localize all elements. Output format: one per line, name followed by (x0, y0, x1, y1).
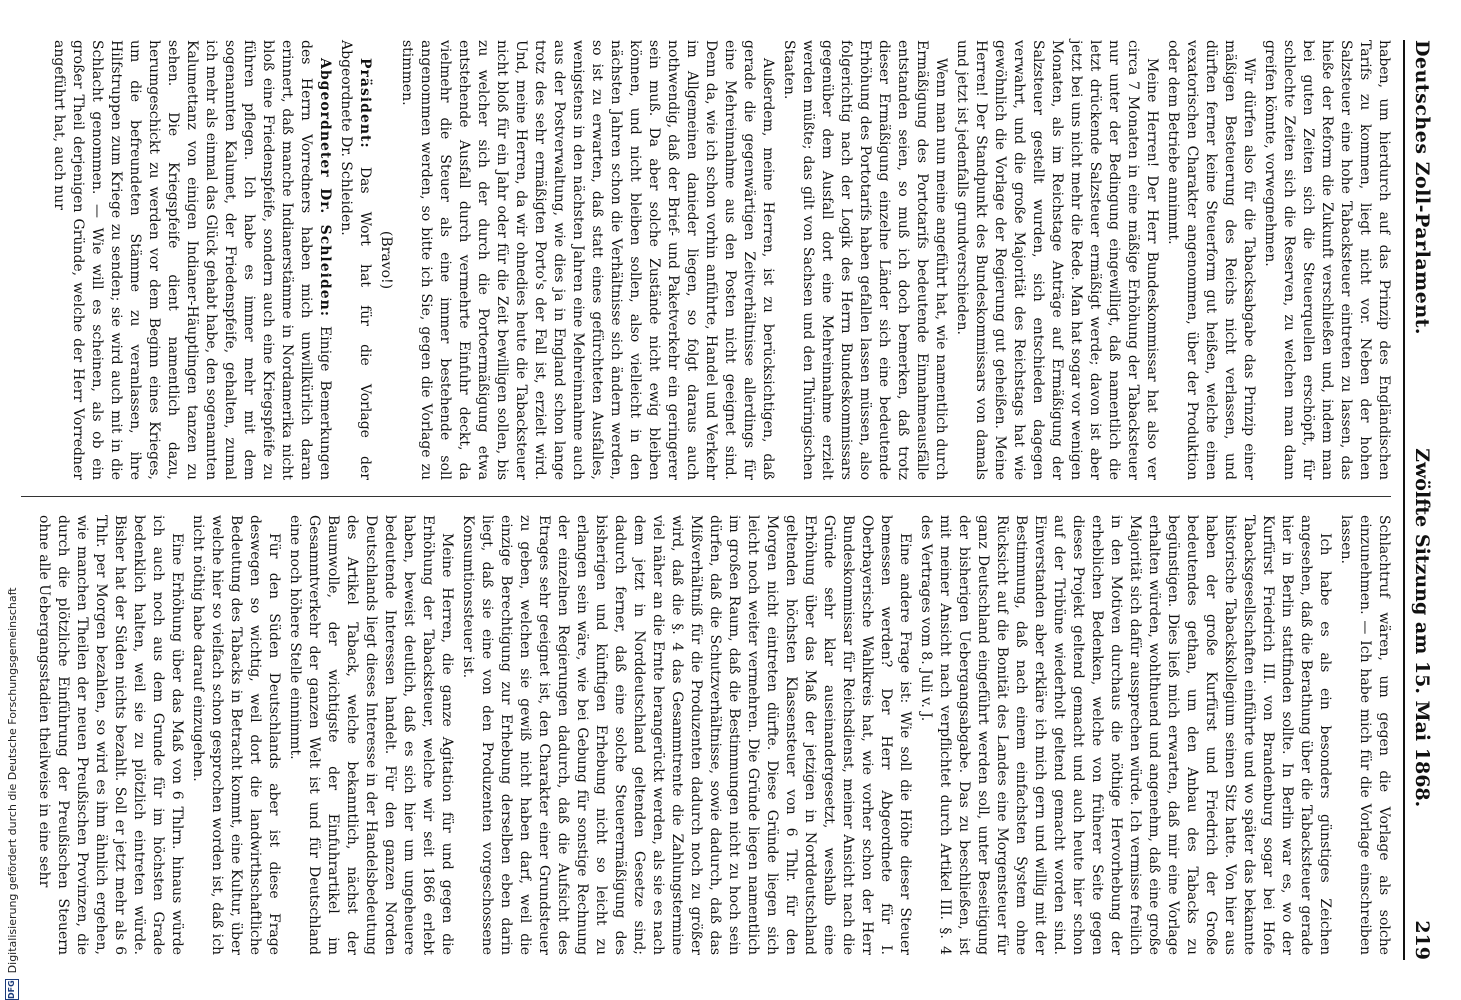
body-paragraph: Ich habe es als ein besonders günstiges Zeichen angesehen, daß die Berathung über die Tabacksteuer gerade hier in Berlin stattfinden sollte. In Berlin war es, wo der Kurfürst Friedrich III. von Brandenburg sogar bei Hofe Tabacksgesellschaften einführte und wo später das bekannte historische Tabackskollegium seinen Sitz hatte. Von hier aus haben der große Kurfürst und Friedrich der Große bedeutendes gethan, um den Anbau des Tabacks zu begünstigen. Dies ließ mich erwarten, daß mir eine Vorlage erhalten würden, wohlthuend und angenehm, daß eine große Majorität sich dafür aussprechen würde. Ich vermisse freilich in den Motiven durchaus die nöthige Hervorhebung der erheblichen Bedenken, welche von früherer Seite gegen dieses Projekt geltend gemacht und auch heute hier schon auf der Tribüne wiederholt geltend gemacht worden sind. Einverstanden aber erkläre ich mich gern und willig mit der Bestimmung, daß nach einem einfachsten System ohne Rücksicht auf die Bonität des Landes eine Morgensteuer für ganz Deutschland eingeführt werden soll, unter Beseitigung der bisherigen Uebergangsabgabe. Das zu beschließen, ist mit meiner Ansicht nach verpflichtet durch Artikel III. §. 4 des Vertrages vom 8. Juli v. J. (918, 515, 1333, 955)
body-paragraph: Meine Herren, die ganze Agitation für und gegen die Erhöhung der Tabacksteuer, welche wir seit 1866 erlebt haben, beweist deutlich, daß es sich hier um ungeheuere bedeutende Interessen handelt. Für den ganzen Norden Deutschlands liegt dieses Interesse in der Handelsbedeutung des Artikel Taback, welche bekanntlich, nächst der Baumwolle, der wichtigste der Einfuhrartikel im Gesammtverkehr der ganzen Welt ist und für Deutschland eine noch höhere Stelle einnimmt. (287, 515, 455, 955)
body-paragraph: Eine Erhöhung über das Maß von 6 Thlrn. hinaus würde ich auch noch aus dem Grunde für im höchsten Grade bedenklich halten, weil sie zu plötzlich eintreten würde. Bisher hat der Süden nichts bezahlt. Soll er jetzt mehr als 6 Thlr. per Morgen bezahlen, so wird es ihm ähnlich ergehen, wie manchen Theilen der neuen Preußischen Provinzen, die durch die plötzliche Einführung der Preußischen Steuern ohne alle Uebergangsstadien theilweise in eine sehr (36, 515, 185, 955)
speech-paragraph (49, 40, 334, 480)
credit-text: Digitalisierung gefördert durch die Deutsche Forschungsgemeinschaft (5, 587, 19, 974)
interjection: (Bravo!) (378, 230, 394, 290)
page-number: 219 (1411, 920, 1433, 960)
speech-text: Das Wort hat für die Vorlage der Abgeordnete Dr. Schleiden. (338, 40, 373, 480)
speech-text: Einige Bemerkungen des Herrn Vorredners haben mich unwillkürlich daran erinnert, daß manche Indianerstämme in Nordamerika nicht bloß eine Friedenspfeife, sondern auch eine Kriegspfeife zu führen pflegen. Ich habe es immer mehr mit dem sogenannten Kalumet, der Friedenspfeife, gehalten, zumal ich mehr als einmal das Glück gehabt habe, den sogenannten Kalumettanz von einigen Indianer-Häuptlingen tanzen zu sehen. Die Kriegspfeife dient namentlich dazu, herumgeschickt zu werden vor dem Beginn eines Krieges, um die befreundeten Stämme zu veranlassen, ihre Hilfstruppen zum Kriege zu senden; sie wird auch mit in die Schlacht genommen. — Wie will es scheinen, als ob ein großer Theil derjenigen Gründe, welche der Herr Vorredner angeführt hat, auch nur (51, 40, 333, 481)
body-paragraph: Außerdem, meine Herren, ist zu berücksichtigen, daß gerade die gegenwärtigen Zeitverhältnisse allerdings für eine Mehreinnahme aus den Posten nicht geeignet sind. Denn da, wie ich schon vorhin anführte, Handel und Verkehr im Allgemeinen danieder liegen, so folgt daraus auch nothwendig, daß der Brief- und Paketverkehr ein geringerer sein muß. Da aber solche Zustände nicht ewig bleiben können, und nicht bleiben sollen, also vielleicht in den nächsten Jahren schon die Verhältnisse sich ändern werden, so ist zu erwarten, daß statt eines gefürchteten Ausfalles, wenigstens in den nächsten Jahren eine Mehreinnahme auch aus der Postverwaltung, wie dies ja in England schon lange trotz des sehr ermäßigten Porto's der Fall ist, erzielt wird. Und, meine Herren, da wir ohnedies heute die Tabacksteuer nicht bloß für ein Jahr oder für die Zeit bewilligen sollen, bis zu welcher sich der durch die Portoermäßigung etwa entstehende Ausfall durch vermehrte Einfuhr deckt, da vielmehr die Steuer als eine immer bestehende soll angenommen werden, so bitte ich Sie, gegen die Vorlage zu stimmen. (399, 40, 776, 480)
body-paragraph: Wir dürfen also für die Tabacksabgabe das Prinzip einer mäßigen Besteuerung des Reichs nicht verlassen, und dürften ferner keine Steuerform gut heißen, welche einen vexatorischen Charakter angenommen, über der Produktion oder dem Betriebe annimmt. (1165, 40, 1257, 480)
right-column (32, 515, 1393, 955)
body-paragraph: Wenn man nun meine angeführt hat, wie namentlich durch Ermäßigung des Portotarifs bedeutende Einnahmeausfälle entstanden seien, so muß ich doch bemerken, daß trotz dieser Ermäßigung einzelne Länder sich eine bedeutende Erhöhung des Portotarifs haben gefallen lassen müssen, also folgerichtig nach der Logik des Herrn Bundeskommissars gegenüber dem Ausfall dort eine Mehreinnahme erzielt werden müßte; das gilt von Sachsen und den Thüringischen Staaten. (781, 40, 949, 480)
body-paragraph: Eine andere Frage ist: Wie soll die Höhe dieser Steuer bemessen werden? Der Herr Abgeordnete für I. Oberbayerische Wahlkreis hat, wie vorher schon der Herr Bundeskommissar für Reichsdienst, meiner Ansicht nach die Gründe sehr klar auseinandergesetzt, weshalb eine Erhöhung über das Maß der jetzigen in Norddeutschland geltenden höchsten Klassensteuer von 6 Thlr. für den Morgen nicht eintreten dürfte. Diese Gründe liegen sich leicht noch weiter vermehren. Die Gründe liegen namentlich im großen Raum, daß die Bestimmungen nicht zu hoch sein dürfen, daß die Schutzverhältnisse, sowie dadurch, daß das Mißverhältniß für die Produzenten dadurch noch zu größer wird, daß die §. 4 das Gesammtrente die Zahlungstermine viel näher an die Ernte herangerückt werden, als sie es nach dem jetzt in Norddeutschland geltenden Gesetze sind; dadurch ferner, daß eine solche Steuerermäßigung des bisherigen und künftigen Erhebung nicht so leicht zu erlangen sein wäre, wie bei Gebung für sonstige Rechnung der einzelnen Regierungen dadurch, daß die Aufsicht des Etrages sehr geeignet ist, den Charakter einer Grundsteuer zu geben, welchen sie gewiß nicht haben darf, weil die einzige Berechtigung zur Erhebung derselben eben darin liegt, daß sie eine von den Produzenten vorgeschossene Konsumtionssteuer ist. (460, 515, 913, 955)
body-paragraph: Schlachtruf wären, um gegen die Vorlage als solche einzunehmen. — Ich habe mich für die Vorlage einschreiben lassen. (1338, 515, 1392, 955)
publication-title: Deutsches Zoll-Parlament. (1411, 40, 1433, 336)
session-title: Zwölfte Sitzung am 15. Mai 1868. (1411, 448, 1433, 808)
column-divider (21, 496, 1391, 497)
body-paragraph: Für den Süden Deutschlands aber ist diese Frage deswegen so wichtig, weil dort die landwirthschaftliche Bedeutung des Tabacks in Betracht kommt, eine Kultur, über welche hier so vielfach schon gesprochen worden ist, daß ich nicht nöthig habe darauf einzugehen. (190, 515, 282, 955)
speaker-name: Präsident: (357, 58, 373, 149)
speech-paragraph (336, 40, 374, 480)
body-paragraph: Meine Herren! Der Herr Bundeskommissar hat also ver circa 7 Monaten in eine mäßige Erhöhung der Tabacksteuer nur unter der Bedingung eingewilligt, daß namentlich die letzt drückende Salzsteuer ermäßigt werde; davon ist aber jetzt bei uns nicht mehr die Rede. Man hat sogar vor wenigen Monaten, als im Reichstage Anträge auf Ermäßigung der Salzsteuer gestellt wurden, sich entschieden dagegen verwahrt, und die große Majorität des Reichstags hat wie gewöhnlich die Vorlage der Regierung gut geheißen. Meine Herren! Der Standpunkt des Bundeskommissars von damals und jetzt ist jedenfalls grundverschieden. (954, 40, 1160, 481)
speaker-name: Abgeordneter Dr. Schleiden: (317, 58, 333, 317)
page-header (1403, 40, 1439, 960)
left-column (47, 40, 1393, 480)
dfg-logo-icon: DFG (5, 979, 19, 1000)
digitization-credit (3, 587, 21, 1000)
body-paragraph: haben, um hierdurch auf das Prinzip des Engländischen Tarifs zu kommen, liegt nicht vor. Neben der hohen Salzsteuer eine hohe Tabacksteuer eintreten zu lassen, das hieße der Reform die Zukunft verschließen und, indem man bei guten Zeiten sich die Steuerquellen erschöpft, für schlechte Zeiten sich die Reserven, zu welchen man dann greifen könnte, vorwegnehmen. (1262, 40, 1392, 480)
